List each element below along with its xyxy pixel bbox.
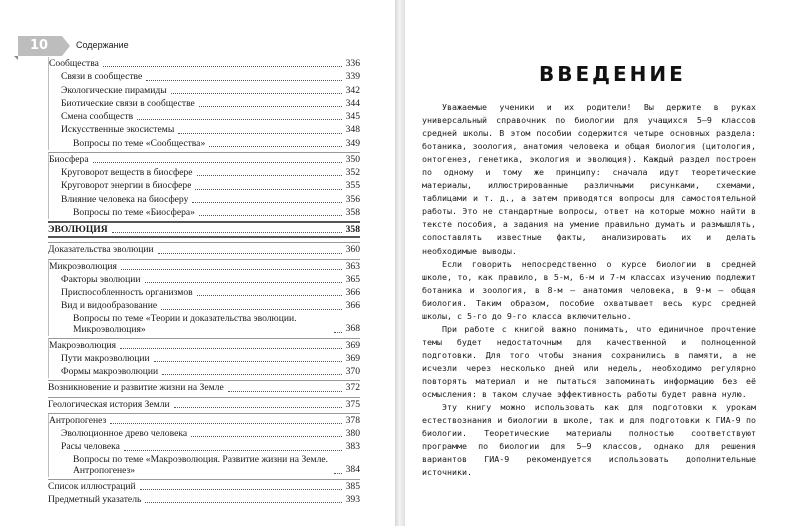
toc-leader-dots bbox=[112, 232, 342, 233]
toc-entry[interactable] bbox=[49, 84, 360, 97]
toc-entry-page: 393 bbox=[345, 493, 360, 505]
toc-entry-title: Круговорот энергии в биосфере bbox=[61, 180, 192, 192]
toc-group bbox=[48, 479, 360, 507]
toc-entry[interactable] bbox=[48, 243, 360, 256]
toc-entry-title: Геологическая история Земли bbox=[48, 398, 170, 410]
toc-entry[interactable] bbox=[49, 206, 360, 219]
toc-entry-page: 369 bbox=[345, 352, 360, 364]
toc-group bbox=[48, 413, 360, 477]
toc-group bbox=[48, 221, 360, 238]
toc-leader-dots bbox=[146, 80, 341, 81]
toc-entry-page: 356 bbox=[345, 193, 360, 205]
toc-leader-dots bbox=[197, 175, 342, 176]
page-number: 10 bbox=[30, 38, 49, 53]
toc-entry-page: 372 bbox=[345, 382, 360, 394]
toc-leader-dots bbox=[191, 436, 342, 437]
toc-entry[interactable] bbox=[49, 166, 360, 179]
toc-leader-dots bbox=[199, 106, 342, 107]
toc-entry-title: Влияние человека на биосферу bbox=[61, 193, 189, 205]
toc-entry-page: 345 bbox=[345, 111, 360, 122]
toc-entry-page: 384 bbox=[345, 464, 360, 476]
toc-entry[interactable] bbox=[48, 223, 360, 236]
toc-leader-dots bbox=[162, 374, 341, 375]
toc-leader-dots bbox=[197, 295, 342, 296]
toc-entry-page: 385 bbox=[345, 480, 360, 492]
toc-entry[interactable] bbox=[49, 352, 360, 365]
toc-entry[interactable] bbox=[49, 57, 360, 70]
toc-leader-dots bbox=[103, 66, 342, 67]
toc-entry[interactable] bbox=[48, 493, 360, 506]
toc-entry-title: Эволюционное древо человека bbox=[61, 428, 188, 439]
toc-entry-title: Список иллюстраций bbox=[48, 480, 136, 492]
toc-entry-title: Доказательства эволюции bbox=[48, 244, 154, 256]
toc-leader-dots bbox=[171, 93, 342, 94]
toc-entry-page: 378 bbox=[345, 414, 360, 426]
toc-entry-page: 350 bbox=[345, 153, 360, 165]
toc-entry-title: Экологические пирамиды bbox=[61, 84, 167, 96]
toc-entry-title: Возникновение и развитие жизни на Земле bbox=[48, 382, 224, 394]
left-page bbox=[0, 0, 395, 526]
toc-entry[interactable] bbox=[49, 454, 360, 477]
toc-entry[interactable] bbox=[49, 427, 360, 440]
toc-entry-page: 383 bbox=[345, 441, 360, 453]
toc-entry-title: Микроэволюция bbox=[49, 260, 117, 272]
toc-entry-page: 355 bbox=[345, 180, 360, 192]
toc-entry[interactable] bbox=[49, 193, 360, 206]
toc-entry-title: Пути макроэволюции bbox=[61, 352, 150, 364]
table-of-contents bbox=[48, 57, 360, 508]
toc-leader-dots bbox=[228, 391, 342, 392]
book-gutter bbox=[395, 0, 405, 526]
chapter-title: ВВЕДЕНИЕ bbox=[539, 62, 686, 86]
toc-leader-dots bbox=[209, 146, 341, 147]
toc-entry-title: Биосфера bbox=[49, 153, 89, 165]
toc-leader-dots bbox=[199, 215, 342, 216]
toc-entry-title: Макроэволюция bbox=[49, 339, 117, 351]
toc-entry-title: Вопросы по теме «Макроэволюция. Развитие жизни на Земле. Антропогенез» bbox=[73, 453, 329, 476]
toc-leader-dots bbox=[145, 502, 341, 503]
toc-entry-page: 369 bbox=[345, 339, 360, 351]
intro-paragraph: Эту книгу можно использовать как для подготовки к урокам естествознания и биологии в школе, так и для подготовки к ГИА-9 по биологии. Теоретические материалы полностью соответствуют программе по биологии для 5–9 классов, однако для решения вариантов ГИА-9 рекомендуется использовать дополнительные источники. bbox=[422, 402, 756, 478]
toc-entry-page: 366 bbox=[345, 300, 360, 312]
toc-leader-dots bbox=[178, 133, 341, 134]
toc-entry-page: 358 bbox=[345, 206, 360, 218]
toc-group bbox=[48, 397, 360, 411]
toc-entry-page: 349 bbox=[345, 137, 360, 149]
toc-entry-title: Предметный указатель bbox=[48, 493, 142, 505]
toc-entry-page: 375 bbox=[345, 398, 360, 410]
toc-entry-page: 342 bbox=[345, 84, 360, 96]
toc-entry-page: 339 bbox=[345, 71, 360, 83]
toc-entry[interactable] bbox=[48, 398, 360, 411]
toc-entry[interactable] bbox=[49, 97, 360, 110]
toc-leader-dots bbox=[110, 423, 341, 424]
toc-entry-page: 344 bbox=[345, 97, 360, 109]
toc-entry-page: 365 bbox=[345, 273, 360, 285]
toc-entry[interactable] bbox=[48, 381, 360, 394]
toc-leader-dots bbox=[192, 202, 341, 203]
toc-entry-page: 348 bbox=[345, 124, 360, 136]
toc-entry-page: 363 bbox=[345, 260, 360, 272]
toc-entry-page: 380 bbox=[345, 428, 360, 439]
toc-group bbox=[48, 380, 360, 394]
toc-entry-page: 358 bbox=[345, 224, 360, 235]
toc-entry[interactable] bbox=[49, 299, 360, 312]
toc-entry-title: Факторы эволюции bbox=[61, 273, 141, 285]
toc-leader-dots bbox=[154, 361, 342, 362]
toc-leader-dots bbox=[137, 119, 341, 120]
toc-leader-dots bbox=[120, 348, 342, 349]
toc-entry[interactable] bbox=[49, 414, 360, 427]
toc-group bbox=[48, 338, 360, 379]
toc-leader-dots bbox=[334, 473, 342, 474]
toc-group bbox=[48, 57, 360, 150]
toc-entry-title: Формы макроэволюции bbox=[61, 366, 159, 377]
toc-leader-dots bbox=[158, 253, 342, 254]
toc-entry-title: Расы человека bbox=[61, 441, 120, 453]
toc-entry[interactable] bbox=[49, 137, 360, 150]
toc-leader-dots bbox=[93, 162, 342, 163]
toc-entry-title: Связи в сообществе bbox=[61, 71, 143, 83]
intro-text bbox=[422, 101, 756, 479]
toc-entry[interactable] bbox=[49, 365, 360, 378]
toc-entry-title: Круговорот веществ в биосфере bbox=[61, 167, 193, 178]
right-page bbox=[405, 0, 800, 526]
toc-group bbox=[48, 259, 360, 336]
toc-entry[interactable] bbox=[49, 260, 360, 273]
toc-entry[interactable] bbox=[49, 110, 360, 123]
toc-entry-page: 368 bbox=[345, 323, 360, 335]
toc-entry[interactable] bbox=[49, 123, 360, 136]
toc-entry[interactable] bbox=[49, 153, 360, 166]
toc-entry-title: Вопросы по теме «Сообщества» bbox=[73, 137, 206, 149]
toc-entry[interactable] bbox=[48, 480, 360, 493]
page-number-tab bbox=[18, 36, 62, 56]
intro-paragraph: Уважаемые ученики и их родители! Вы держите в руках универсальный справочник по биологии для учащихся 5–9 классов средней школы. В этом пособии содержится четыре основных раздела: ботаника, зоология, анатомия человека и общая биология (цитология, онтогенез, генетика, экология и эволюция). Каждый раздел построен по одному и тому же принципу: сначала идут теоретические материалы, иллюстрированные различными рисунками, схемами, таблицами и т. д., а затем приводятся вопросы для самостоятельной работы. Это не стандартные вопросы, ответ на которые можно найти в тексте пособия, а задания на умение правильно думать и размышлять, сопоставлять известные факты, анализировать их и делать необходимые выводы. bbox=[422, 102, 756, 256]
toc-leader-dots bbox=[124, 450, 342, 451]
toc-entry[interactable] bbox=[49, 339, 360, 352]
toc-leader-dots bbox=[161, 309, 341, 310]
toc-entry-page: 352 bbox=[345, 167, 360, 178]
toc-entry-title: Биотические связи в сообществе bbox=[61, 97, 195, 109]
toc-entry-title: Сообщества bbox=[49, 58, 99, 69]
intro-paragraph: Если говорить непосредственно о курсе биологии в средней школе, то, как правило, в 5-м, 6-м и 7-м классах изучению подлежит ботаника и зоология, в 8-м — анатомия человека, в 9-м — общая биология. Таким образом, пособие охватывает весь курс средней школы, с 5-го до 9-го класса включительно. bbox=[422, 258, 756, 321]
intro-paragraph: При работе с книгой важно понимать, что единичное прочтение темы будет недостаточным для качественной и полноценной подготовки. Для того чтобы знания сохранились в памяти, а не исчезли через несколько дней или недель, необходимо регулярно повторять материал и не пытаться запоминать информацию без её осмысления: в таком случае эффективность работы будет равна нулю. bbox=[422, 323, 756, 400]
toc-entry-title: Вопросы по теме «Биосфера» bbox=[73, 206, 195, 218]
toc-leader-dots bbox=[140, 489, 342, 490]
running-head: Содержание bbox=[76, 40, 129, 50]
toc-entry[interactable] bbox=[49, 179, 360, 192]
toc-entry-title: Вопросы по теме «Теории и доказательства эволюции. Микроэволюция» bbox=[73, 312, 297, 335]
toc-entry-title: Искусственные экосистемы bbox=[61, 124, 175, 136]
toc-entry-title: Смена сообществ bbox=[61, 111, 134, 122]
toc-entry[interactable] bbox=[49, 286, 360, 299]
toc-leader-dots bbox=[195, 189, 341, 190]
toc-leader-dots bbox=[334, 332, 342, 333]
toc-entry[interactable] bbox=[49, 273, 360, 286]
toc-entry-page: 370 bbox=[345, 366, 360, 377]
toc-entry-page: 336 bbox=[345, 58, 360, 69]
toc-leader-dots bbox=[174, 407, 342, 408]
toc-entry[interactable] bbox=[49, 70, 360, 83]
toc-leader-dots bbox=[121, 269, 342, 270]
toc-entry-title: Вид и видообразование bbox=[61, 300, 158, 312]
toc-entry[interactable] bbox=[49, 440, 360, 453]
toc-entry[interactable] bbox=[49, 313, 360, 336]
toc-entry-title: Приспособленность организмов bbox=[61, 287, 193, 298]
toc-entry-title: Антропогенез bbox=[49, 414, 107, 426]
toc-group bbox=[48, 242, 360, 256]
toc-entry-title: ЭВОЛЮЦИЯ bbox=[48, 224, 108, 235]
page-header bbox=[18, 34, 378, 58]
toc-leader-dots bbox=[145, 282, 342, 283]
toc-group bbox=[48, 152, 360, 219]
toc-entry-page: 366 bbox=[345, 287, 360, 298]
toc-entry-page: 360 bbox=[345, 244, 360, 256]
